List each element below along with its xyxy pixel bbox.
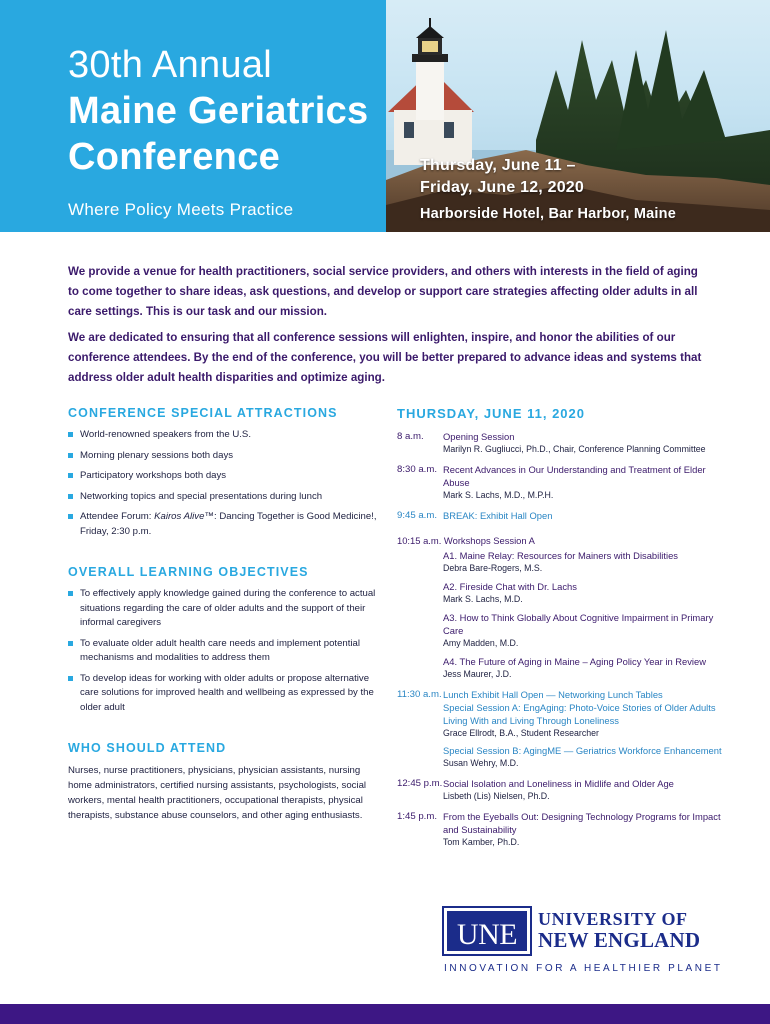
slot-title: Lunch Exhibit Hall Open — Networking Lunch Tables [443,689,663,700]
list-item: Morning plenary sessions both days [68,449,378,464]
workshop-title: A1. Maine Relay: Resources for Mainers with Disabilities [443,550,678,561]
intro-text [68,262,708,388]
workshop-title: A2. Fireside Chat with Dr. Lachs [443,581,577,592]
workshop-item [443,580,727,606]
title-panel [0,0,386,232]
une-logo [444,908,723,978]
title-line-2: Maine Geriatrics [68,90,369,132]
objectives-heading: OVERALL LEARNING OBJECTIVES [68,565,309,579]
logo-line-2: NEW ENGLAND [538,928,701,952]
slot-title: BREAK: Exhibit Hall Open [443,510,553,521]
slot-time: 9:45 a.m. [397,510,437,521]
footer-bar [0,1004,770,1024]
lunch-slot [397,688,727,770]
attractions-heading: CONFERENCE SPECIAL ATTRACTIONS [68,406,338,420]
slot-time: 11:30 a.m. [397,689,442,700]
slot-title: Opening Session [443,431,515,442]
attractions-list [68,428,378,539]
workshop-speaker: Debra Bare-Rogers, M.S. [443,563,543,573]
title-line-3: Conference [68,136,281,178]
logo-mark-text: UNE [456,918,518,951]
slot-time: 8 a.m. [397,431,424,442]
workshop-item [443,655,727,681]
schedule-slot [397,509,727,522]
schedule-slot [397,430,727,456]
list-item: To develop ideas for working with older adults or propose alternative care solutions for improved health and wellbeing as expressed by the older adult [68,672,378,716]
objectives-list [68,587,378,715]
forum-title: Kairos Alive [154,511,205,522]
list-item: Participatory workshops both days [68,469,378,484]
schedule-column [397,406,727,856]
slot-time: 10:15 a.m. [397,535,442,546]
conference-title [68,42,369,180]
schedule-slot [397,777,727,803]
special-session-a-speaker: Grace Ellrodt, B.A., Student Researcher [443,728,599,738]
title-line-1: 30th Annual [68,44,273,86]
slot-time: 12:45 p.m. [397,778,443,789]
slot-title: Social Isolation and Loneliness in Midlife and Older Age [443,778,674,789]
workshop-title: A4. The Future of Aging in Maine – Aging Policy Year in Review [443,656,707,667]
intro-paragraph-2: We are dedicated to ensuring that all conference sessions will enlighten, inspire, and honor the abilities of our conference attendees. By the end of the conference, you will be better prepared to advance ideas and systems that address older adult health disparities and optimize aging. [68,331,702,384]
who-text: Nurses, nurse practitioners, physicians, physician assistants, nursing home administrators, certified nursing assistants, psychologists, social workers, mental health practitioners, occupational therapists, physical therapists, substance abuse counselors, and other aging enthusiasts. [68,765,367,821]
workshops-header [397,534,727,547]
forum-prefix: Attendee Forum: [80,511,155,522]
special-session-b: Special Session B: AgingME — Geriatrics Workforce Enhancement [443,745,722,756]
forum-suffix: ™: Dancing Together is Good Medicine!, Friday, 2:30 p.m. [80,511,377,537]
intro-paragraph-1: We provide a venue for health practitioners, social service providers, and others with interests in the field of aging to come together to share ideas, ask questions, and develop or support care strategies affecting older adults in all care settings. This is our task and our mission. [68,265,698,318]
slot-title: From the Eyeballs Out: Designing Technology Programs for Impact and Sustainability [443,811,721,835]
slot-title: Workshops Session A [443,535,535,546]
logo-tagline: INNOVATION FOR A HEALTHIER PLANET [444,963,723,974]
header-banner [0,0,770,232]
who-heading: WHO SHOULD ATTEND [68,741,227,755]
list-item: World-renowned speakers from the U.S. [68,428,378,443]
event-date-line-1: Thursday, June 11 – [420,157,576,174]
slot-time: 1:45 p.m. [397,811,437,822]
list-item: To effectively apply knowledge gained during the conference to actual situations regarding the care of older adults and the support of their informal caregivers [68,587,378,631]
schedule-slot [397,463,727,502]
workshop-title: A3. How to Think Globally About Cognitive Impairment in Primary Care [443,612,714,636]
slot-time: 8:30 a.m. [397,464,437,475]
slot-speaker: Tom Kamber, Ph.D. [443,837,520,847]
workshop-speaker: Amy Madden, M.D. [443,638,519,648]
event-location: Harborside Hotel, Bar Harbor, Maine [420,206,676,222]
special-session-b-speaker: Susan Wehry, M.D. [443,758,519,768]
workshops-slot [397,534,727,681]
tagline: Where Policy Meets Practice [68,200,294,219]
slot-title: Recent Advances in Our Understanding and Treatment of Elder Abuse [443,464,706,488]
schedule-slot [397,810,727,849]
special-session-a: Special Session A: EngAging: Photo-Voice Stories of Older Adults Living With and Living Through Loneliness [443,702,716,726]
slot-speaker: Mark S. Lachs, M.D., M.P.H. [443,490,554,500]
workshop-item [443,549,727,575]
event-info [420,155,676,225]
list-item: Networking topics and special presentations during lunch [68,490,378,505]
slot-speaker: Marilyn R. Gugliucci, Ph.D., Chair, Conference Planning Committee [443,444,706,454]
slot-speaker: Lisbeth (Lis) Nielsen, Ph.D. [443,791,550,801]
left-column [68,406,378,823]
event-date-line-2: Friday, June 12, 2020 [420,179,584,196]
workshop-speaker: Jess Maurer, J.D. [443,669,512,679]
workshop-item [443,611,727,650]
list-item: To evaluate older adult health care needs and implement potential mechanisms and modalities to address them [68,637,378,666]
une-logo-mark-icon [444,908,530,954]
logo-line-1: UNIVERSITY OF [538,909,688,929]
schedule-heading: THURSDAY, JUNE 11, 2020 [397,406,585,421]
list-item [68,510,378,539]
workshop-speaker: Mark S. Lachs, M.D. [443,594,523,604]
